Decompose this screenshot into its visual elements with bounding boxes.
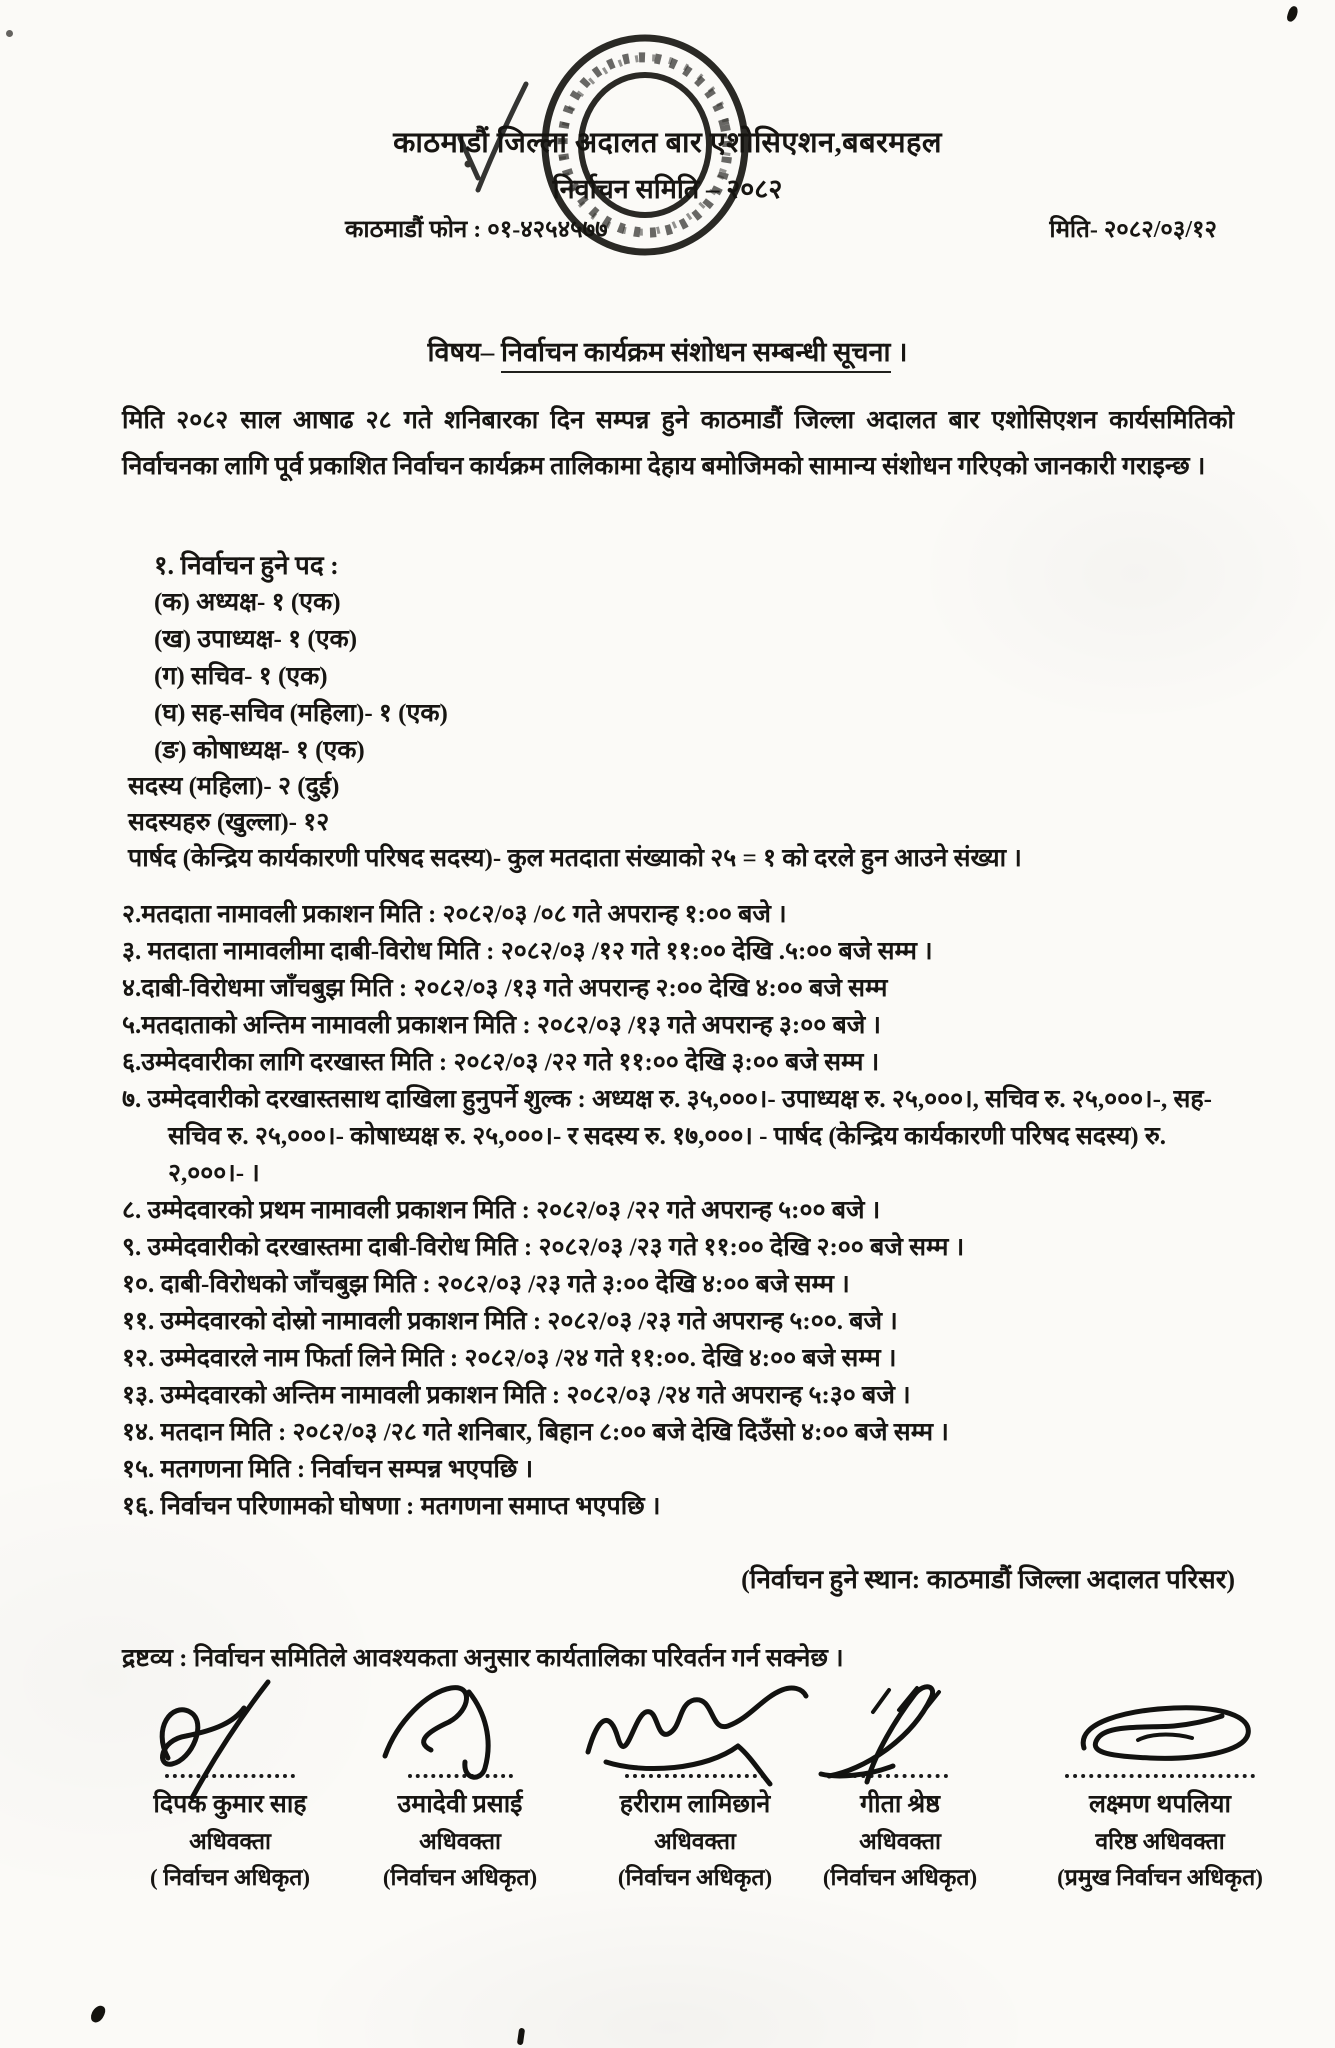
schedule-item: ७. उम्मेदवारीको दरखास्तसाथ दाखिला हुनुपर्ने शुल्क : अध्यक्ष रु. ३५,०००।- उपाध्यक्ष रु. २५,०००।, सचिव रु. २५,०००।-, सह-सचिव रु. २५,०००।- कोषाध्यक्ष रु. २५,०००।- र सदस्य रु. १७,०००। - पार्षद (केन्द्रिय कार्यकारणी परिषद सदस्य) रु. २,०००।- । bbox=[122, 1086, 1212, 1187]
subject-underlined-text: निर्वाचन कार्यक्रम संशोधन सम्बन्धी सूचना bbox=[501, 337, 890, 373]
schedule-item: ११. उम्मेदवारको दोस्रो नामावली प्रकाशन मिति : २०८२/०३ /२३ गते अपरान्ह ५:००. बजे । bbox=[122, 1308, 898, 1335]
ink-speck bbox=[89, 2003, 107, 2024]
phone-number: काठमाडौं फोन : ०१-४२५४५७७ bbox=[345, 217, 608, 243]
signature-ink-icon bbox=[815, 1678, 985, 1788]
signatory bbox=[1015, 1702, 1305, 1892]
schedule-list bbox=[122, 896, 1240, 1525]
position-item: (ख) उपाध्यक्ष- १ (एक) bbox=[154, 626, 358, 653]
position-item: (ङ) कोषाध्यक्ष- १ (एक) bbox=[154, 737, 365, 764]
position-item: (घ) सह-सचिव (महिला)- १ (एक) bbox=[154, 700, 448, 727]
signatory-name: उमादेवी प्रसाई bbox=[397, 1791, 523, 1818]
ink-speck bbox=[1286, 5, 1300, 23]
ink-speck bbox=[6, 30, 13, 37]
signatory-name: गीता श्रेष्ठ bbox=[860, 1791, 940, 1818]
subject-line bbox=[0, 332, 1335, 369]
schedule-item: १२. उम्मेदवारले नाम फिर्ता लिने मिति : २०८२/०३ /२४ गते ११:००. देखि ४:०० बजे सम्म । bbox=[122, 1345, 897, 1372]
member-open-line: सदस्यहरु (खुल्ला)- १२ bbox=[128, 809, 330, 836]
signatory-role: (निर्वाचन अधिकृत) bbox=[822, 1865, 978, 1890]
signatory bbox=[345, 1702, 575, 1892]
signatory-role: (निर्वाचन अधिकृत) bbox=[382, 1865, 538, 1890]
signature-ink-icon bbox=[130, 1678, 330, 1788]
position-item: (ग) सचिव- १ (एक) bbox=[154, 663, 328, 690]
signature-ink-icon bbox=[580, 1678, 810, 1788]
signatory-role: ( निर्वाचन अधिकृत) bbox=[149, 1865, 311, 1890]
signatory-title: अधिवक्ता bbox=[859, 1829, 941, 1854]
schedule-item: ४.दाबी-विरोधमा जाँचबुझ मिति : २०८२/०३ /१३ गते अपरान्ह २:०० देखि ४:०० बजे सम्म bbox=[122, 975, 888, 1002]
schedule-item: ६.उम्मेदवारीका लागि दरखास्त मिति : २०८२/०३ /२२ गते ११:०० देखि ३:०० बजे सम्म । bbox=[122, 1049, 880, 1076]
committee-title: निर्वाचन समिति – २०८२ bbox=[552, 174, 783, 204]
note-line: द्रष्टव्य : निर्वाचन समितिले आवश्यकता अनुसार कार्यतालिका परिवर्तन गर्न सक्नेछ । bbox=[122, 1645, 844, 1672]
ink-speck bbox=[517, 2028, 525, 2046]
letter-date: मिति- २०८२/०३/१२ bbox=[1049, 217, 1217, 243]
signatory bbox=[100, 1702, 360, 1892]
signatory-name: हरीराम लामिछाने bbox=[619, 1791, 771, 1818]
subject-suffix: । bbox=[890, 337, 908, 367]
parshad-line: पार्षद (केन्द्रिय कार्यकारणी परिषद सदस्य)- कुल मतदाता संख्याको २५ = १ को दरले हुन आउने संख्या । bbox=[128, 845, 1022, 872]
signatory bbox=[790, 1702, 1010, 1892]
signatory-title: वरिष्ठ अधिवक्ता bbox=[1095, 1829, 1225, 1854]
schedule-item: ९. उम्मेदवारीको दरखास्तमा दाबी-विरोध मिति : २०८२/०३ /२३ गते ११:०० देखि २:०० बजे सम्म । bbox=[122, 1234, 965, 1261]
signature-block bbox=[0, 1702, 1335, 1962]
positions-section bbox=[122, 547, 1234, 877]
positions-heading: १. निर्वाचन हुने पद : bbox=[154, 551, 339, 580]
schedule-item: १०. दाबी-विरोधको जाँचबुझ मिति : २०८२/०३ /२३ गते ३:०० देखि ४:०० बजे सम्म । bbox=[122, 1271, 850, 1298]
signature-ink-icon bbox=[365, 1678, 555, 1788]
official-stamp-icon bbox=[538, 30, 752, 260]
signatory-title: अधिवक्ता bbox=[189, 1829, 271, 1854]
election-venue-line: (निर्वाचन हुने स्थान: काठमाडौं जिल्ला अदालत परिसर) bbox=[741, 1565, 1235, 1594]
signatory-title: अधिवक्ता bbox=[654, 1829, 736, 1854]
signatory-name: लक्ष्मण थपलिया bbox=[1089, 1791, 1231, 1818]
org-title: काठमाडौं जिल्ला अदालत बार एशोसिएशन,बबरमहल bbox=[393, 127, 942, 159]
schedule-item: १३. उम्मेदवारको अन्तिम नामावली प्रकाशन मिति : २०८२/०३ /२४ गते अपरान्ह ५:३० बजे । bbox=[122, 1382, 911, 1409]
schedule-item: ३. मतदाता नामावलीमा दाबी-विरोध मिति : २०८२/०३ /१२ गते ११:०० देखि .५:०० बजे सम्म । bbox=[122, 938, 933, 965]
signatory-role: (निर्वाचन अधिकृत) bbox=[617, 1865, 773, 1890]
intro-paragraph: मिति २०८२ साल आषाढ २८ गते शनिबारका दिन सम्पन्न हुने काठमाडौं जिल्ला अदालत बार एशोसिएशन कार्यसमितिको निर्वाचनका लागि पूर्व प्रकाशित निर्वाचन कार्यक्रम तालिकामा देहाय बमोजिमको सामान्य संशोधन गरिएको जानकारी गराइन्छ । bbox=[122, 407, 1234, 480]
schedule-item: ८. उम्मेदवारको प्रथम नामावली प्रकाशन मिति : २०८२/०३ /२२ गते अपरान्ह ५:०० बजे । bbox=[122, 1197, 881, 1224]
handwritten-tick-icon bbox=[438, 78, 553, 198]
schedule-item: १६. निर्वाचन परिणामको घोषणा : मतगणना समाप्त भएपछि । bbox=[122, 1493, 661, 1520]
signatory-title: अधिवक्ता bbox=[419, 1829, 501, 1854]
signatory-role: (प्रमुख निर्वाचन अधिकृत) bbox=[1057, 1865, 1263, 1890]
schedule-item: १५. मतगणना मिति : निर्वाचन सम्पन्न भएपछि । bbox=[122, 1456, 534, 1483]
schedule-item: १४. मतदान मिति : २०८२/०३ /२८ गते शनिबार, बिहान ८:०० बजे देखि दिउँसो ४:०० बजे सम्म । bbox=[122, 1419, 949, 1446]
signature-ink-icon bbox=[1050, 1688, 1270, 1788]
schedule-item: ५.मतदाताको अन्तिम नामावली प्रकाशन मिति : २०८२/०३ /१३ गते अपरान्ह ३:०० बजे । bbox=[122, 1012, 882, 1039]
member-women-line: सदस्य (महिला)- २ (दुई) bbox=[128, 773, 340, 800]
position-item: (क) अध्यक्ष- १ (एक) bbox=[154, 589, 341, 616]
signatory-name: दिपक कुमार साह bbox=[153, 1791, 307, 1818]
schedule-item: २.मतदाता नामावली प्रकाशन मिति : २०८२/०३ /०८ गते अपरान्ह १:०० बजे । bbox=[122, 901, 787, 928]
subject-prefix: विषय– bbox=[427, 337, 495, 367]
